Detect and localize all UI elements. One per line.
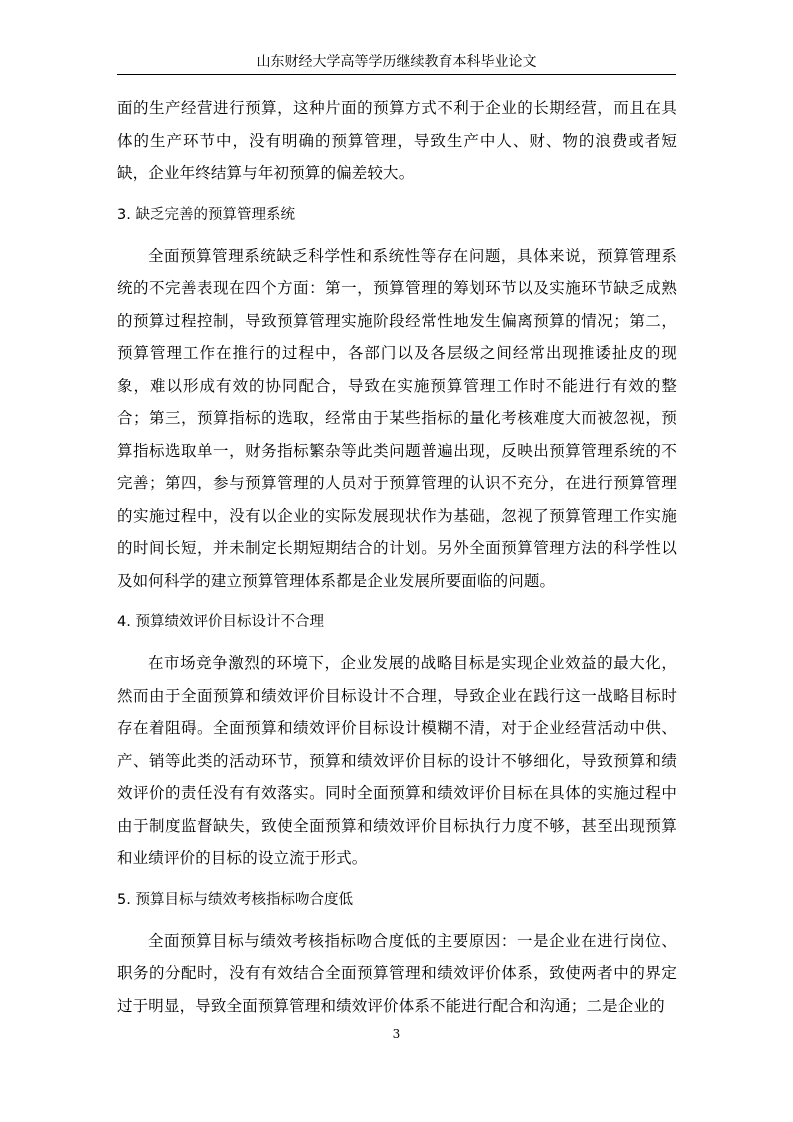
- running-header: [117, 50, 676, 75]
- continuation-paragraph: 面的生产经营进行预算，这种片面的预算方式不利于企业的长期经营，而且在具体的生产环节中，没有明确的预算管理，导致生产中人、财、物的浪费或者短缺，企业年终结算与年初预算的偏差较大。: [117, 99, 677, 182]
- section-paragraph: 全面预算管理系统缺乏科学性和系统性等存在问题，具体来说，预算管理系统的不完善表现在四个方面：第一，预算管理的筹划环节以及实施环节缺乏成熟的预算过程控制，导致预算管理实施阶段经常性地发生偏离预算的情况；第二，预算管理工作在推行的过程中，各部门以及各层级之间经常出现推诿扯皮的现象，难以形成有效的协同配合，导致在实施预算管理工作时不能进行有效的整合；第三，预算指标的选取，经常由于某些指标的量化考核难度大而被忽视，预算指标选取单一，财务指标繁杂等此类问题普遍出现，反映出预算管理系统的不完善；第四，参与预算管理的人员对于预算管理的认识不充分，在进行预算管理的实施过程中，没有以企业的实际发展现状作为基础，忽视了预算管理工作实施的时间长短，并未制定长期短期结合的计划。另外全面预算管理方法的科学性以及如何科学的建立预算管理体系都是企业发展所要面临的问题。: [117, 246, 677, 590]
- section-paragraph: 全面预算目标与绩效考核指标吻合度低的主要原因：一是企业在进行岗位、职务的分配时，没有有效结合全面预算管理和绩效评价体系，致使两者中的界定过于明显，导致全面预算管理和绩效评价体系不能进行配合和沟通；二是企业的: [117, 931, 677, 1015]
- section-heading: 3. 缺乏完善的预算管理系统: [117, 206, 295, 223]
- header-title: 山东财经大学高等学历继续教育本科毕业论文: [256, 54, 537, 70]
- section-heading: 5. 预算目标与绩效考核指标吻合度低: [117, 891, 353, 908]
- section-3: [117, 204, 677, 598]
- page-number: 3: [392, 1027, 401, 1041]
- section-4: [117, 611, 677, 875]
- section-5: [117, 889, 677, 1023]
- page-body: [117, 92, 677, 1022]
- section-heading: 4. 预算绩效评价目标设计不合理: [117, 614, 324, 630]
- section-paragraph: 在市场竞争激烈的环境下，企业发展的战略目标是实现企业效益的最大化，然而由于全面预算和绩效评价目标设计不合理，导致企业在践行这一战略目标时存在着阻碍。全面预算和绩效评价目标设计模糊不清，对于企业经营活动中供、产、销等此类的活动环节，预算和绩效评价目标的设计不够细化，导致预算和绩效评价的责任没有有效落实。同时全面预算和绩效评价目标在具体的实施过程中由于制度监督缺失，致使全面预算和绩效评价目标执行力度不够，甚至出现预算和业绩评价的目标的设立流于形式。: [117, 654, 677, 867]
